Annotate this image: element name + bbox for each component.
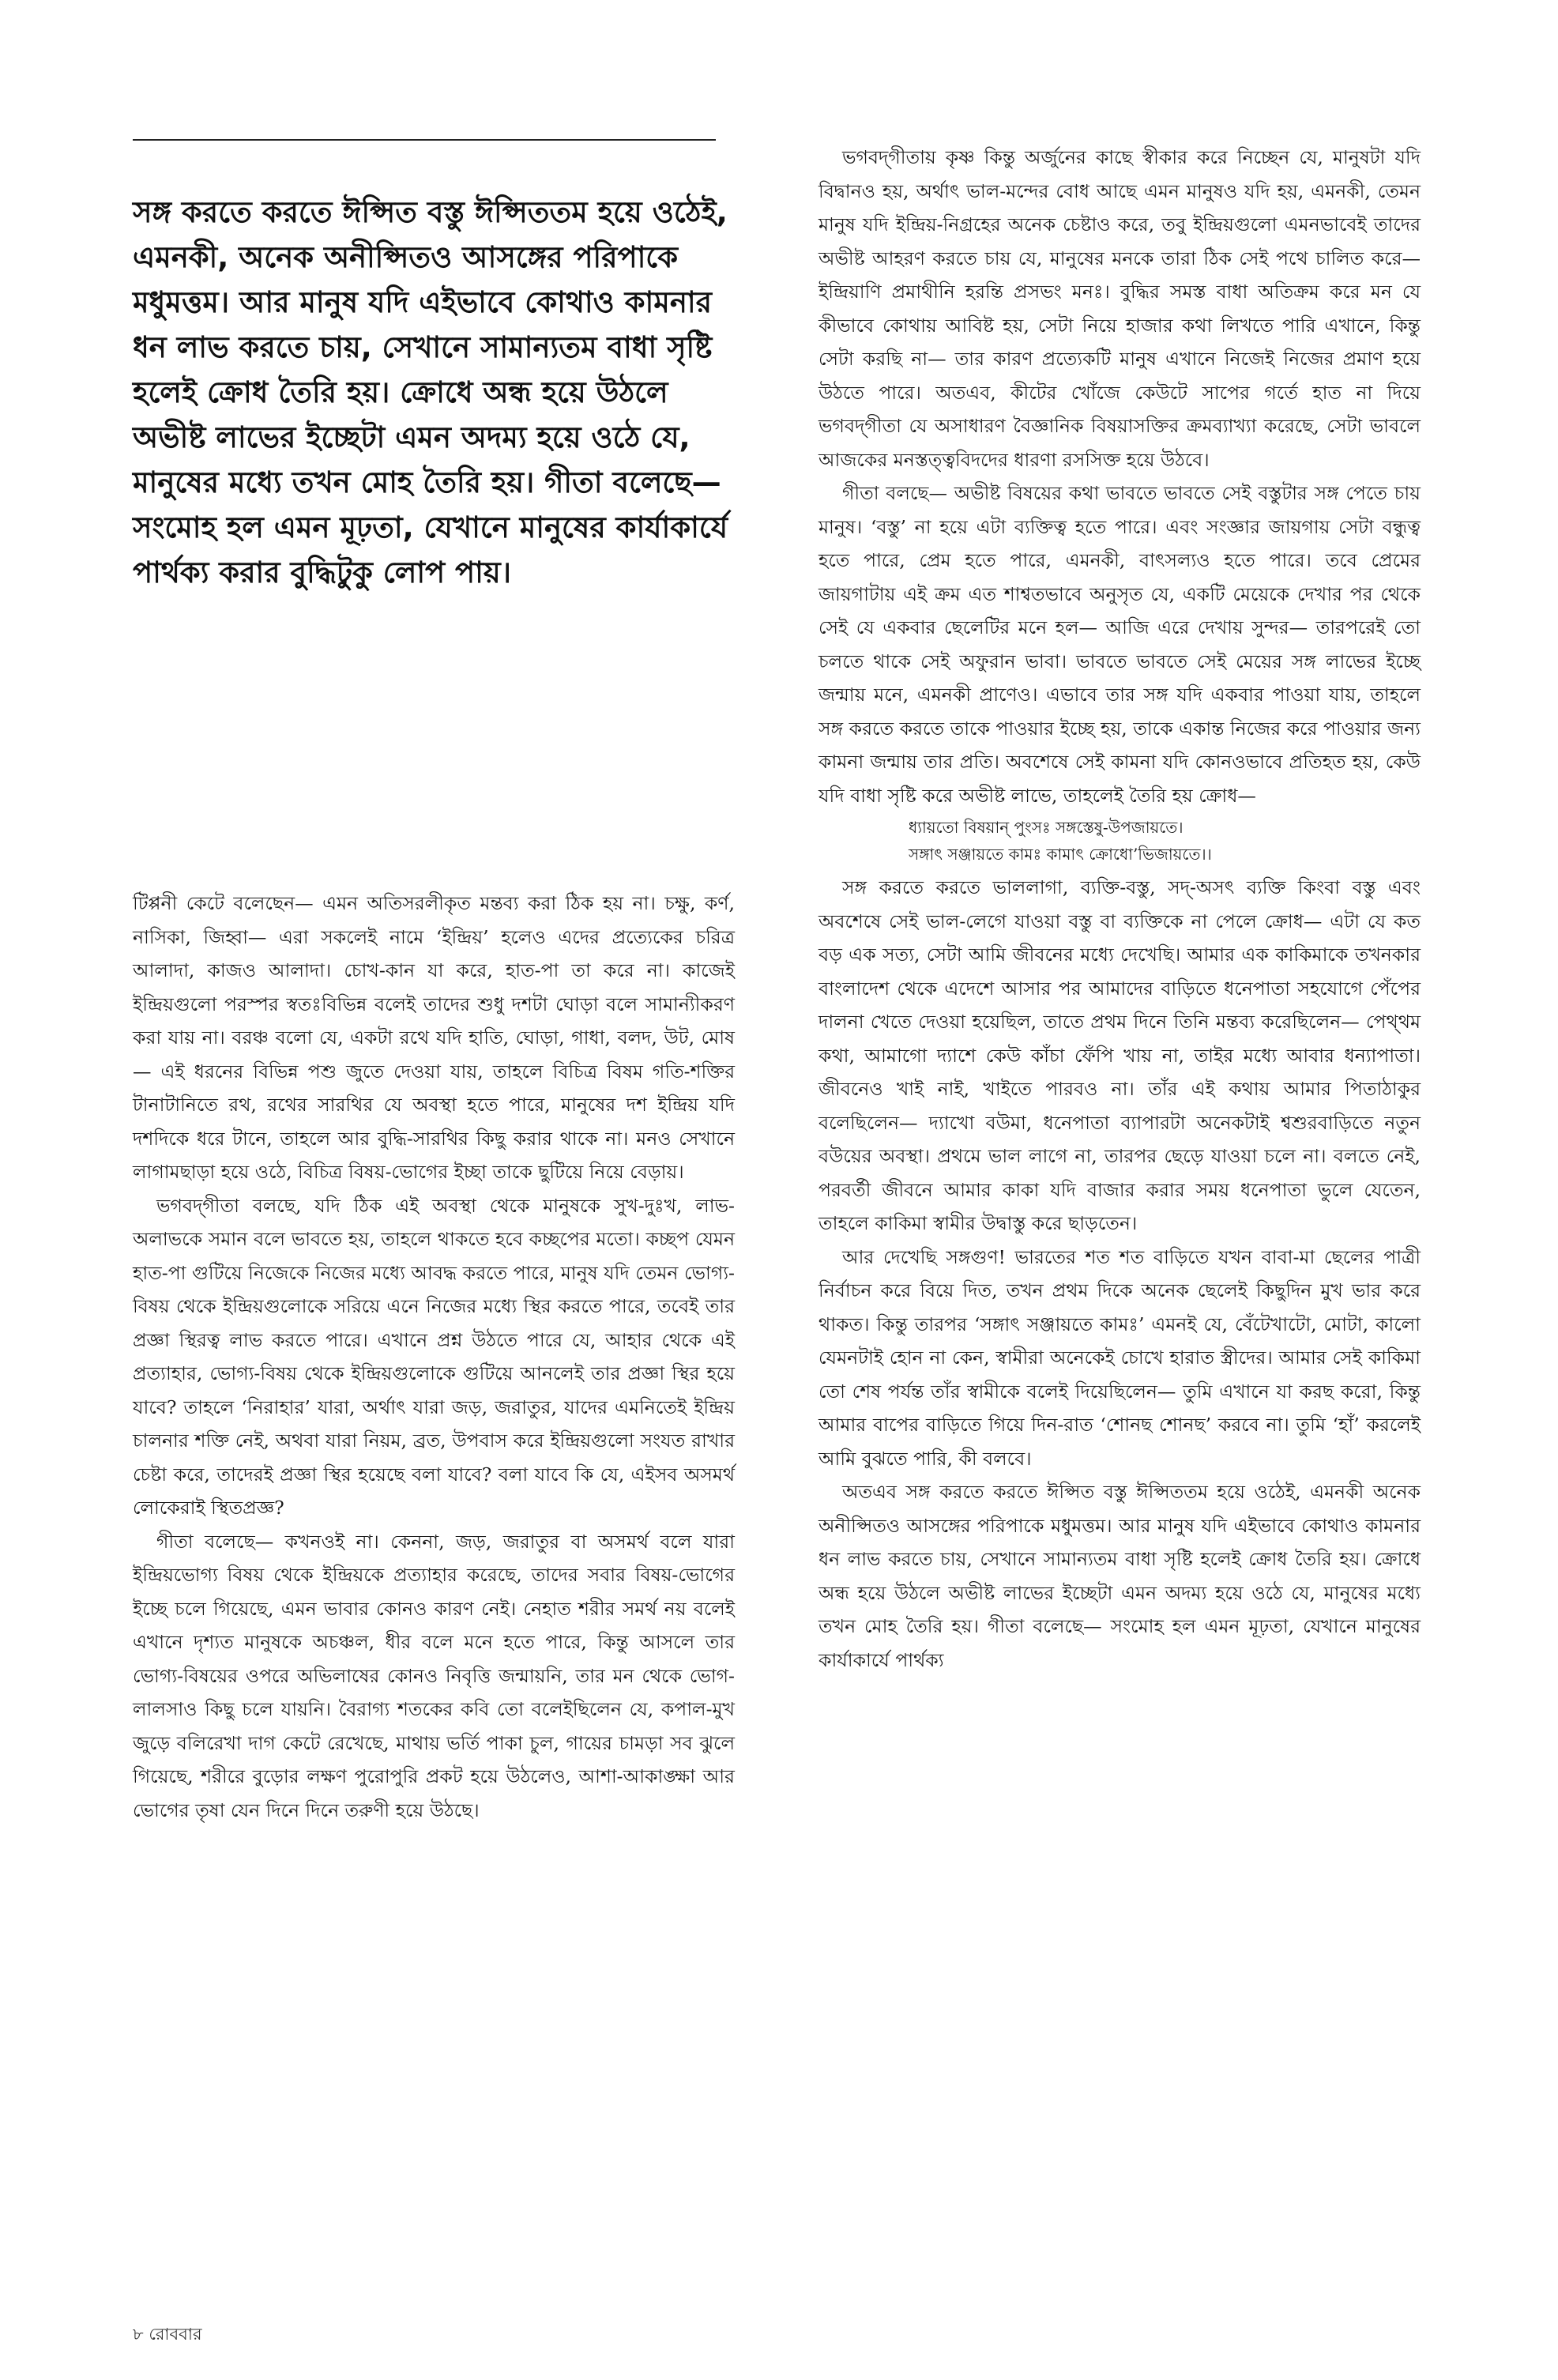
- pullquote-top-rule: [133, 139, 716, 141]
- body-paragraph: গীতা বলছে— অভীষ্ট বিষয়ের কথা ভাবতে ভাবতে সেই বস্তুটার সঙ্গ পেতে চায় মানুষ। ‘বস্তু’ না হয়ে এটা ব্যক্তিত্ব হতে পারে। এবং সংজ্ঞার জায়গায় সেটা বন্ধুত্ব হতে পারে, প্রেম হতে পারে, এমনকী, বাৎসল্যও হতে পারে। তবে প্রেমের জায়গাটায় এই ক্রম এত শাশ্বতভাবে অনুসৃত যে, একটি মেয়েকে দেখার পর থেকে সেই যে একবার ছেলেটির মনে হল— আজি এরে দেখায় সুন্দর— তারপরেই তো চলতে থাকে সেই অফুরান ভাবা। ভাবতে ভাবতে সেই মেয়ের সঙ্গ লাভের ইচ্ছে জন্মায় মনে, এমনকী প্রাণেও। এভাবে তার সঙ্গ যদি একবার পাওয়া যায়, তাহলে সঙ্গ করতে করতে তাকে পাওয়ার ইচ্ছে হয়, তাকে একান্ত নিজের করে পাওয়ার জন্য কামনা জন্মায় তার প্রতি। অবশেষে সেই কামনা যদি কোনওভাবে প্রতিহত হয়, কেউ যদি বাধা সৃষ্টি করে অভীষ্ট লাভে, তাহলেই তৈরি হয় ক্রোধ—: [819, 482, 1421, 807]
- body-paragraph: ভগবদ্‌গীতায় কৃষ্ণ কিন্তু অর্জুনের কাছে স্বীকার করে নিচ্ছেন যে, মানুষটা যদি বিদ্বানও হয়, অর্থাৎ ভাল-মন্দের বোধ আছে এমন মানুষও যদি হয়, এমনকী, তেমন মানুষ যদি ইন্দ্রিয়-নিগ্রহের অনেক চেষ্টাও করে, তবু ইন্দ্রিয়গুলো এমনভাবেই তাদের অভীষ্ট আহরণ করতে চায় যে, মানুষের মনকে তারা ঠিক সেই পথে চালিত করে— ইন্দ্রিয়াণি প্রমাথীনি হরন্তি প্রসভং মনঃ। বুদ্ধির সমস্ত বাধা অতিক্রম করে মন যে কীভাবে কোথায় আবিষ্ট হয়, সেটা নিয়ে হাজার কথা লিখতে পারি এখানে, কিন্তু সেটা করছি না— তার কারণ প্রত্যেকটি মানুষ এখানে নিজেই নিজের প্রমাণ হয়ে উঠতে পারে। অতএব, কীটের খোঁজে কেউটে সাপের গর্তে হাত না দিয়ে ভগবদ্‌গীতা যে অসাধারণ বৈজ্ঞানিক বিষয়াসক্তির ক্রমব্যাখ্যা করেছে, সেটা ভাবলে আজকের মনস্তত্ত্ববিদদের ধারণা রসসিক্ত হয়ে উঠবে।: [819, 146, 1421, 471]
- verse-line: ধ্যায়তো বিষয়ান্‌ পুংসঃ সঙ্গস্তেষু-উপজায়তে।: [909, 818, 1184, 837]
- body-paragraph: গীতা বলেছে— কখনওই না। কেননা, জড়, জরাতুর বা অসমর্থ বলে যারা ইন্দ্রিয়ভোগ্য বিষয় থেকে ইন্দ্রিয়কে প্রত্যাহার করেছে, তাদের সবার বিষয়-ভোগের ইচ্ছে চলে গিয়েছে, এমন ভাবার কোনও কারণ নেই। নেহাত শরীর সমর্থ নয় বলেই এখানে দৃশ্যত মানুষকে অচঞ্চল, ধীর বলে মনে হতে পারে, কিন্তু আসলে তার ভোগ্য-বিষয়ের ওপরে অভিলাষের কোনও নিবৃত্তি জন্মায়নি, তার মন থেকে ভোগ-লালসাও কিছু চলে যায়নি। বৈরাগ্য শতকের কবি তো বলেইছিলেন যে, কপাল-মুখ জুড়ে বলিরেখা দাগ কেটে রেখেছে, মাথায় ভর্তি পাকা চুল, গায়ের চামড়া সব ঝুলে গিয়েছে, শরীরে বুড়োর লক্ষণ পুরোপুরি প্রকট হয়ে উঠলেও, আশা-আকাঙ্ক্ষা আর ভোগের তৃষা যেন দিনে দিনে তরুণী হয়ে উঠছে।: [133, 1530, 735, 1821]
- publication-name: রোববার: [149, 2325, 202, 2344]
- body-paragraph: সঙ্গ করতে করতে ভাললাগা, ব্যক্তি-বস্তু, সদ্‌-অসৎ ব্যক্তি কিংবা বস্তু এবং অবশেষে সেই ভাল-লেগে যাওয়া বস্তু বা ব্যক্তিকে না পেলে ক্রোধ— এটা যে কত বড় এক সত্য, সেটা আমি জীবনের মধ্যে দেখেছি। আমার এক কাকিমাকে তখনকার বাংলাদেশ থেকে এদেশে আসার পর আমাদের বাড়িতে ধনেপাতা সহযোগে পেঁপের দালনা খেতে দেওয়া হয়েছিল, তাতে প্রথম দিনে তিনি মন্তব্য করেছিলেন— পেথ্থম কথা, আমাগো দ্যাশে কেউ কাঁচা ফেঁপি খায় না, তাইর মধ্যে আবার ধন্যাপাতা। জীবনেও খাই নাই, খাইতে পারবও না। তাঁর এই কথায় আমার পিতাঠাকুর বলেছিলেন— দ্যাখো বউমা, ধনেপাতা ব্যাপারটা অনেকটাই শ্বশুরবাড়িতে নতুন বউয়ের অবস্থা। প্রথমে ভাল লাগে না, তারপর ছেড়ে যাওয়া চলে না। বলতে নেই, পরবর্তী জীবনে আমার কাকা যদি বাজার করার সময় ধনেপাতা ভুলে যেতেন, তাহলে কাকিমা স্বামীর উদ্বাস্তু করে ছাড়তেন।: [819, 876, 1421, 1234]
- body-paragraph: অতএব সঙ্গ করতে করতে ঈপ্সিত বস্তু ঈপ্সিততম হয়ে ওঠেই, এমনকী অনেক অনীপ্সিতও আসঙ্গের পরিপাকে মধুমত্তম। আর মানুষ যদি এইভাবে কোথাও কামনার ধন লাভ করতে চায়, সেখানে সামান্যতম বাধা সৃষ্টি হলেই ক্রোধ তৈরি হয়। ক্রোধে অন্ধ হয়ে উঠলে অভীষ্ট লাভের ইচ্ছেটা এমন অদম্য হয়ে ওঠে যে, মানুষের মধ্যে তখন মোহ তৈরি হয়। গীতা বলেছে— সংমোহ হল এমন মূঢ়তা, যেখানে মানুষের কার্যাকার্যে পার্থক্য: [819, 1481, 1421, 1671]
- body-paragraph: টিপ্পনী কেটে বলেছেন— এমন অতিসরলীকৃত মন্তব্য করা ঠিক হয় না। চক্ষু, কর্ণ, নাসিকা, জিহ্বা— এরা সকলেই নামে ‘ইন্দ্রিয়’ হলেও এদের প্রত্যেকের চরিত্র আলাদা, কাজও আলাদা। চোখ-কান যা করে, হাত-পা তা করে না। কাজেই ইন্দ্রিয়গুলো পরস্পর স্বতঃবিভিন্ন বলেই তাদের শুধু দশটা ঘোড়া বলে সামান্যীকরণ করা যায় না। বরঞ্চ বলো যে, একটা রথে যদি হাতি, ঘোড়া, গাধা, বলদ, উট, মোষ— এই ধরনের বিভিন্ন পশু জুতে দেওয়া যায়, তাহলে বিচিত্র বিষম গতি-শক্তির টানাটানিতে রথ, রথের সারথির যে অবস্থা হতে পারে, মানুষের দশ ইন্দ্রিয় যদি দশদিকে ধরে টানে, তাহলে আর বুদ্ধি-সারথির কিছু করার থাকে না। মনও সেখানে লাগামছাড়া হয়ে ওঠে, বিচিত্র বিষয়-ভোগের ইচ্ছা তাকে ছুটিয়ে নিয়ে বেড়ায়।: [133, 892, 735, 1183]
- sanskrit-verse: [819, 814, 1421, 868]
- page-footer: [133, 2322, 202, 2349]
- pull-quote: সঙ্গ করতে করতে ঈপ্সিত বস্তু ঈপ্সিততম হয়ে ওঠেই, এমনকী, অনেক অনীপ্সিতও আসঙ্গের পরিপাকে মধুমত্তম। আর মানুষ যদি এইভাবে কোথাও কামনার ধন লাভ করতে চায়, সেখানে সামান্যতম বাধা সৃষ্টি হলেই ক্রোধ তৈরি হয়। ক্রোধে অন্ধ হয়ে উঠলে অভীষ্ট লাভের ইচ্ছেটা এমন অদম্য হয়ে ওঠে যে, মানুষের মধ্যে তখন মোহ তৈরি হয়। গীতা বলেছে— সংমোহ হল এমন মূঢ়তা, যেখানে মানুষের কার্যাকার্যে পার্থক্য করার বুদ্ধিটুকু লোপ পায়।: [133, 195, 728, 589]
- body-paragraph: আর দেখেছি সঙ্গগুণ! ভারতের শত শত বাড়িতে যখন বাবা-মা ছেলের পাত্রী নির্বাচন করে বিয়ে দিত, তখন প্রথম দিকে অনেক ছেলেই কিছুদিন মুখ ভার করে থাকত। কিন্তু তারপর ‘সঙ্গাৎ সঞ্জায়তে কামঃ’ এমনই যে, বেঁটেখাটো, মোটা, কালো যেমনটাই হোন না কেন, স্বামীরা অনেকেই চোখে হারাত স্ত্রীদের। আমার সেই কাকিমা তো শেষ পর্যন্ত তাঁর স্বামীকে বলেই দিয়েছিলেন— তুমি এখানে যা করছ করো, কিন্তু আমার বাপের বাড়িতে গিয়ে দিন-রাত ‘শোনছ শোনছ’ করবে না। তুমি ‘হাঁ’ করলেই আমি বুঝতে পারি, কী বলবে।: [819, 1245, 1421, 1470]
- page-number: ৮: [133, 2325, 144, 2344]
- right-text-column: [819, 141, 1421, 1677]
- verse-line: সঙ্গাৎ সঞ্জায়তে কামঃ কামাৎ ক্রোধো’ভিজায়তে।।: [909, 845, 1212, 864]
- body-paragraph: ভগবদ্‌গীতা বলছে, যদি ঠিক এই অবস্থা থেকে মানুষকে সুখ-দুঃখ, লাভ-অলাভকে সমান বলে ভাবতে হয়, তাহলে থাকতে হবে কচ্ছপের মতো। কচ্ছপ যেমন হাত-পা গুটিয়ে নিজেকে নিজের মধ্যে আবদ্ধ করতে পারে, মানুষ যদি তেমন ভোগ্য-বিষয় থেকে ইন্দ্রিয়গুলোকে সরিয়ে এনে নিজের মধ্যে স্থির করতে পারে, তবেই তার প্রজ্ঞা স্থিরত্ব লাভ করতে পারে। এখানে প্রশ্ন উঠতে পারে যে, আহার থেকে এই প্রত্যাহার, ভোগ্য-বিষয় থেকে ইন্দ্রিয়গুলোকে গুটিয়ে আনলেই তার প্রজ্ঞা স্থির হয়ে যাবে? তাহলে ‘নিরাহার’ যারা, অর্থাৎ যারা জড়, জরাতুর, যাদের এমনিতেই ইন্দ্রিয় চালনার শক্তি নেই, অথবা যারা নিয়ম, ব্রত, উপবাস করে ইন্দ্রিয়গুলো সংযত রাখার চেষ্টা করে, তাদেরই প্রজ্ঞা স্থির হয়েছে বলা যাবে? বলা যাবে কি যে, এইসব অসমর্থ লোকেরাই স্থিতপ্রজ্ঞ?: [133, 1194, 735, 1519]
- left-text-column: [133, 887, 735, 1827]
